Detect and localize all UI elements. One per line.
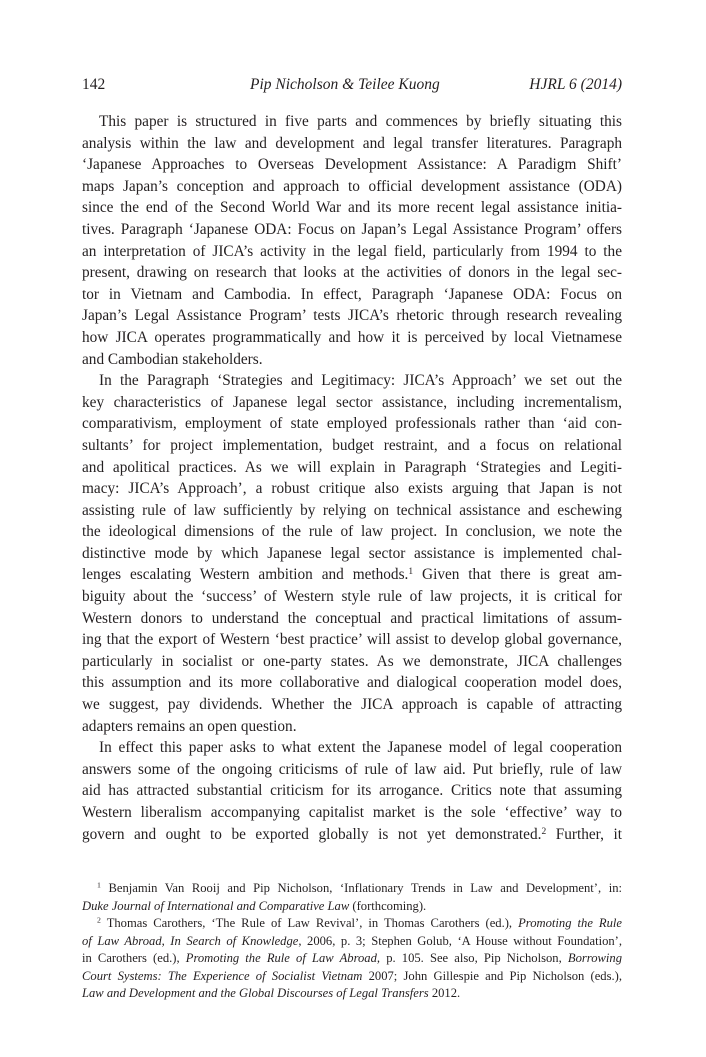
text-run: key characteristics of Japanese legal sector assistance, including incrementalism, [82, 393, 622, 411]
text-run: tor in Vietnam and Cambodia. In effect, Paragraph ‘Japanese ODA: Focus on [82, 285, 622, 303]
text-line [82, 111, 622, 133]
text-line [82, 133, 622, 155]
text-run: and Cambodian stakeholders. [82, 350, 263, 368]
text-line [82, 629, 622, 651]
text-line [82, 435, 622, 457]
text-run: ‘Japanese Approaches to Overseas Development Assistance: A Paradigm Shift’ [82, 156, 622, 174]
footnote-marker: 2 [541, 826, 547, 837]
text-run: since the end of the Second World War and its more recent legal assistance initia- [82, 199, 622, 217]
running-header [82, 76, 622, 98]
text-line [82, 305, 622, 327]
text-line [82, 608, 622, 630]
body-text [82, 111, 622, 845]
text-run: an interpretation of JICA’s activity in the legal field, particularly from 1994 to the [82, 242, 622, 260]
text-run: ing that the export of Western ‘best practice’ will assist to develop global governance, [82, 631, 622, 649]
footnote-line [82, 985, 622, 1003]
text-run: of Law Abroad, In Search of Knowledge [82, 933, 299, 948]
text-line [82, 586, 622, 608]
text-run: p. 105. See also, Pip Nicholson, [380, 951, 568, 965]
running-head-journal: HJRL 6 (2014) [529, 76, 622, 93]
text-run: present, drawing on research that looks at the activities of donors in the legal sec- [82, 264, 622, 282]
footnote-line [82, 898, 622, 916]
text-line [82, 219, 622, 241]
text-run: , 2006, p. 3; Stephen Golub, ‘A House without Foundation’, [298, 933, 622, 948]
text-run: this assumption and its more collaborative and dialogical cooperation model does, [82, 674, 622, 692]
text-line [82, 716, 622, 738]
text-run: maps Japan’s conception and approach to official development assistance (ODA) [82, 177, 622, 195]
text-line [82, 241, 622, 263]
text-run: adapters remains an open question. [82, 717, 297, 735]
text-line [82, 672, 622, 694]
text-line [82, 370, 622, 392]
text-run: Promoting the Rule [518, 916, 622, 930]
text-line [82, 327, 622, 349]
text-run: and apolitical practices. As we will explain in Paragraph ‘Strategies and Legiti- [82, 458, 622, 476]
text-run: Japan’s Legal Assistance Program’ tests JICA’s rhetoric through research revealing [82, 307, 622, 325]
text-run: govern and ought to be exported globally is not yet demonstrated. [82, 825, 542, 843]
text-run: particularly in socialist or one-party states. As we demonstrate, JICA challenges [82, 652, 622, 670]
text-run: In effect this paper asks to what extent the Japanese model of legal cooperation [99, 739, 622, 757]
text-line [82, 802, 622, 824]
text-line [82, 651, 622, 673]
text-line [82, 521, 622, 543]
text-line [82, 543, 622, 565]
text-run: comparativism, employment of state employed professionals rather than ‘aid con- [82, 415, 622, 433]
text-run: Western liberalism accompanying capitalist market is the sole ‘effective’ way to [82, 804, 622, 821]
text-line [82, 564, 622, 586]
footnote-marker: 1 [408, 567, 414, 578]
text-line [82, 824, 622, 846]
footnote-line [82, 933, 622, 951]
text-line [82, 478, 622, 500]
text-run: sultants’ for project implementation, budget restraint, and a focus on relational [82, 436, 622, 454]
text-line [82, 197, 622, 219]
running-head-authors: Pip Nicholson & Teilee Kuong [250, 76, 440, 93]
text-run: Western donors to understand the conceptual and practical limitations of assum- [82, 609, 622, 627]
footnote-line [82, 880, 622, 898]
text-line [82, 694, 622, 716]
text-run: aid has attracted substantial criticism for its arrogance. Critics note that assuming [82, 782, 622, 800]
text-line [82, 284, 622, 306]
text-run: In the Paragraph ‘Strategies and Legitimacy: JICA’s Approach’ we set out the [99, 372, 622, 390]
text-run: assisting rule of law sufficiently by relying on technical assistance and eschewing [82, 501, 622, 519]
text-run: Court Systems: The Experience of Socialist Vietnam [82, 968, 363, 983]
text-run: the ideological dimensions of the rule of law project. In conclusion, we note the [82, 523, 622, 541]
text-line [82, 154, 622, 176]
text-run: analysis within the law and development and legal transfer literatures. Paragraph [82, 134, 622, 152]
footnote-line [82, 950, 622, 968]
text-run: 2007; John Gillespie and Pip Nicholson (eds.), [362, 968, 622, 983]
footnote-line [82, 915, 622, 933]
footnote-marker: 2 [97, 915, 101, 925]
text-line [82, 500, 622, 522]
text-line [82, 413, 622, 435]
text-run: lenges escalating Western ambition and methods. [82, 566, 409, 584]
text-run: Thomas Carothers, ‘The Rule of Law Revival’, in Thomas Carothers (ed.), [100, 916, 519, 930]
text-run: Given that there is great am- [413, 566, 622, 584]
text-line [82, 349, 622, 371]
footnote-marker: 1 [97, 880, 101, 890]
text-run: answers some of the ongoing criticisms of rule of law aid. Put briefly, rule of law [82, 760, 622, 778]
text-line [82, 780, 622, 802]
text-run: (forthcoming). [349, 898, 427, 913]
page-number: 142 [82, 76, 106, 93]
text-line [82, 457, 622, 479]
text-line [82, 737, 622, 759]
text-run: biguity about the ‘success’ of Western style rule of law projects, it is critical for [82, 588, 622, 606]
text-line [82, 262, 622, 284]
text-run: Benjamin Van Rooij and Pip Nicholson, ‘Inflationary Trends in Law and Development’, in: [100, 881, 622, 895]
text-line [82, 392, 622, 414]
text-run: This paper is structured in five parts and commences by briefly situating this [99, 113, 622, 130]
text-run: how JICA operates programmatically and how it is perceived by local Vietnamese [82, 328, 622, 346]
text-run: Law and Development and the Global Discourses of Legal Transfers [82, 986, 429, 1000]
text-run: Duke Journal of International and Comparative Law [82, 898, 350, 913]
footnotes [82, 880, 622, 1003]
text-run: 2012. [428, 986, 461, 1000]
text-run: Borrowing [567, 951, 622, 965]
text-run: Further, it [546, 825, 622, 843]
text-line [82, 176, 622, 198]
text-run: distinctive mode by which Japanese legal sector assistance is implemented chal- [82, 544, 622, 562]
footnote-line [82, 968, 622, 986]
text-line [82, 759, 622, 781]
text-run: we suggest, pay dividends. Whether the JICA approach is capable of attracting [82, 696, 622, 714]
text-run: in Carothers (ed.), [82, 951, 186, 965]
text-run: tives. Paragraph ‘Japanese ODA: Focus on Japan’s Legal Assistance Program’ offers [82, 220, 622, 238]
text-run: macy: JICA’s Approach’, a robust critique also exists arguing that Japan is not [82, 480, 622, 498]
text-run: Promoting the Rule of Law Abroad, [185, 951, 381, 965]
